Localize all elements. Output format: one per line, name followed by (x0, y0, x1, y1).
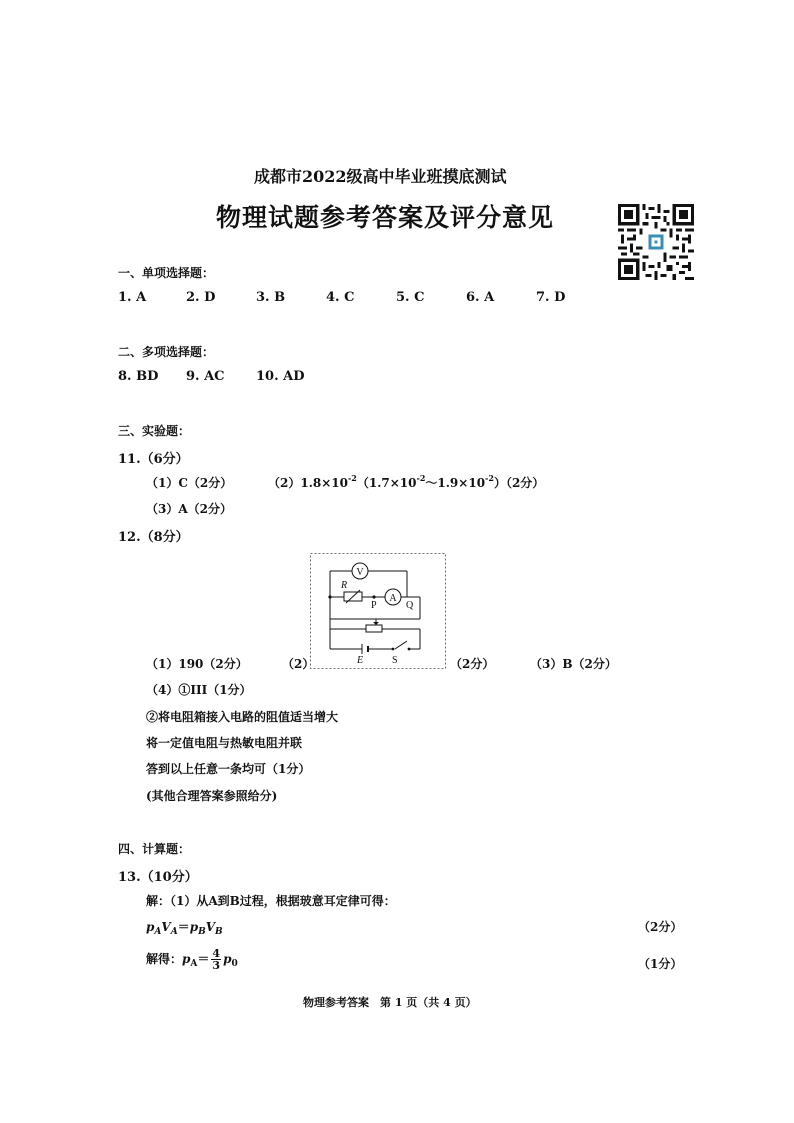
answer-3: 3. B (256, 290, 286, 305)
ammeter-label: A (389, 593, 397, 604)
point-p-label: P (371, 600, 377, 611)
answer-10: 10. AD (256, 369, 305, 384)
resistor-label: R (341, 580, 348, 591)
section-calculation-title: 四、计算题： (118, 842, 191, 856)
qr-code (618, 204, 694, 280)
q12-part1: （1）190（2分） (146, 657, 248, 671)
voltmeter-label: V (356, 567, 364, 578)
exam-title: 成都市2022级高中毕业班摸底测试 (254, 167, 507, 186)
circuit-diagram (310, 553, 446, 669)
question-13-head: 13.（10分） (118, 870, 198, 885)
battery-label: E (357, 655, 364, 666)
q12-line4: 答到以上任意一条均可（1分） (146, 762, 311, 776)
q12-part4: （4）①III（1分） (146, 683, 252, 697)
q13-equation-2: 解得：$p_A=$ $\frac{4}{3}$ $p_0$ (146, 947, 238, 972)
q12-line5: (其他合理答案参照给分) (146, 789, 278, 803)
q11-part1: （1）C（2分） (146, 476, 233, 490)
section-multi-choice-title: 二、多项选择题： (118, 345, 215, 359)
answer-9: 9. AC (186, 369, 225, 384)
q13-equation-1-score: （2分） (638, 920, 683, 934)
answer-1: 1. A (118, 290, 147, 305)
q12-part2-score: （2分） (450, 657, 495, 671)
q12-part3: （3）B（2分） (530, 657, 617, 671)
answer-4: 4. C (326, 290, 355, 305)
answer-5: 5. C (396, 290, 425, 305)
section-single-choice-title: 一、单项选择题： (118, 266, 215, 280)
question-12-head: 12.（8分） (118, 530, 189, 545)
q13-solution-line: 解：（1）从A到B过程，根据玻意耳定律可得： (146, 894, 396, 908)
section-experiment-title: 三、实验题： (118, 424, 191, 438)
q12-line2: ②将电阻箱接入电路的阻值适当增大 (146, 710, 339, 724)
q12-line3: 将一定值电阻与热敏电阻并联 (146, 736, 303, 750)
page-footer: 物理参考答案 第 1 页（共 4 页） (303, 996, 477, 1009)
question-11-head: 11.（6分） (118, 452, 189, 467)
answer-2: 2. D (186, 290, 216, 305)
q13-equation-1: $p_AV_A=p_BV_B$ (146, 920, 223, 937)
page-title: 物理试题参考答案及评分意见 (216, 203, 555, 232)
q11-part3: （3）A（2分） (146, 502, 233, 516)
q11-part2: $(2)1.8\times 10^{-2}(1.7\times 10^{-2}\sim 1.9\times 10^{-2})(2$分） (268, 473, 545, 490)
q13-equation-2-score: （1分） (638, 957, 683, 971)
switch-label: S (392, 655, 398, 666)
q12-part2-label: （2） (282, 657, 315, 671)
answer-7: 7. D (536, 290, 566, 305)
point-q-label: Q (406, 600, 414, 611)
answer-6: 6. A (466, 290, 495, 305)
answer-8: 8. BD (118, 369, 159, 384)
